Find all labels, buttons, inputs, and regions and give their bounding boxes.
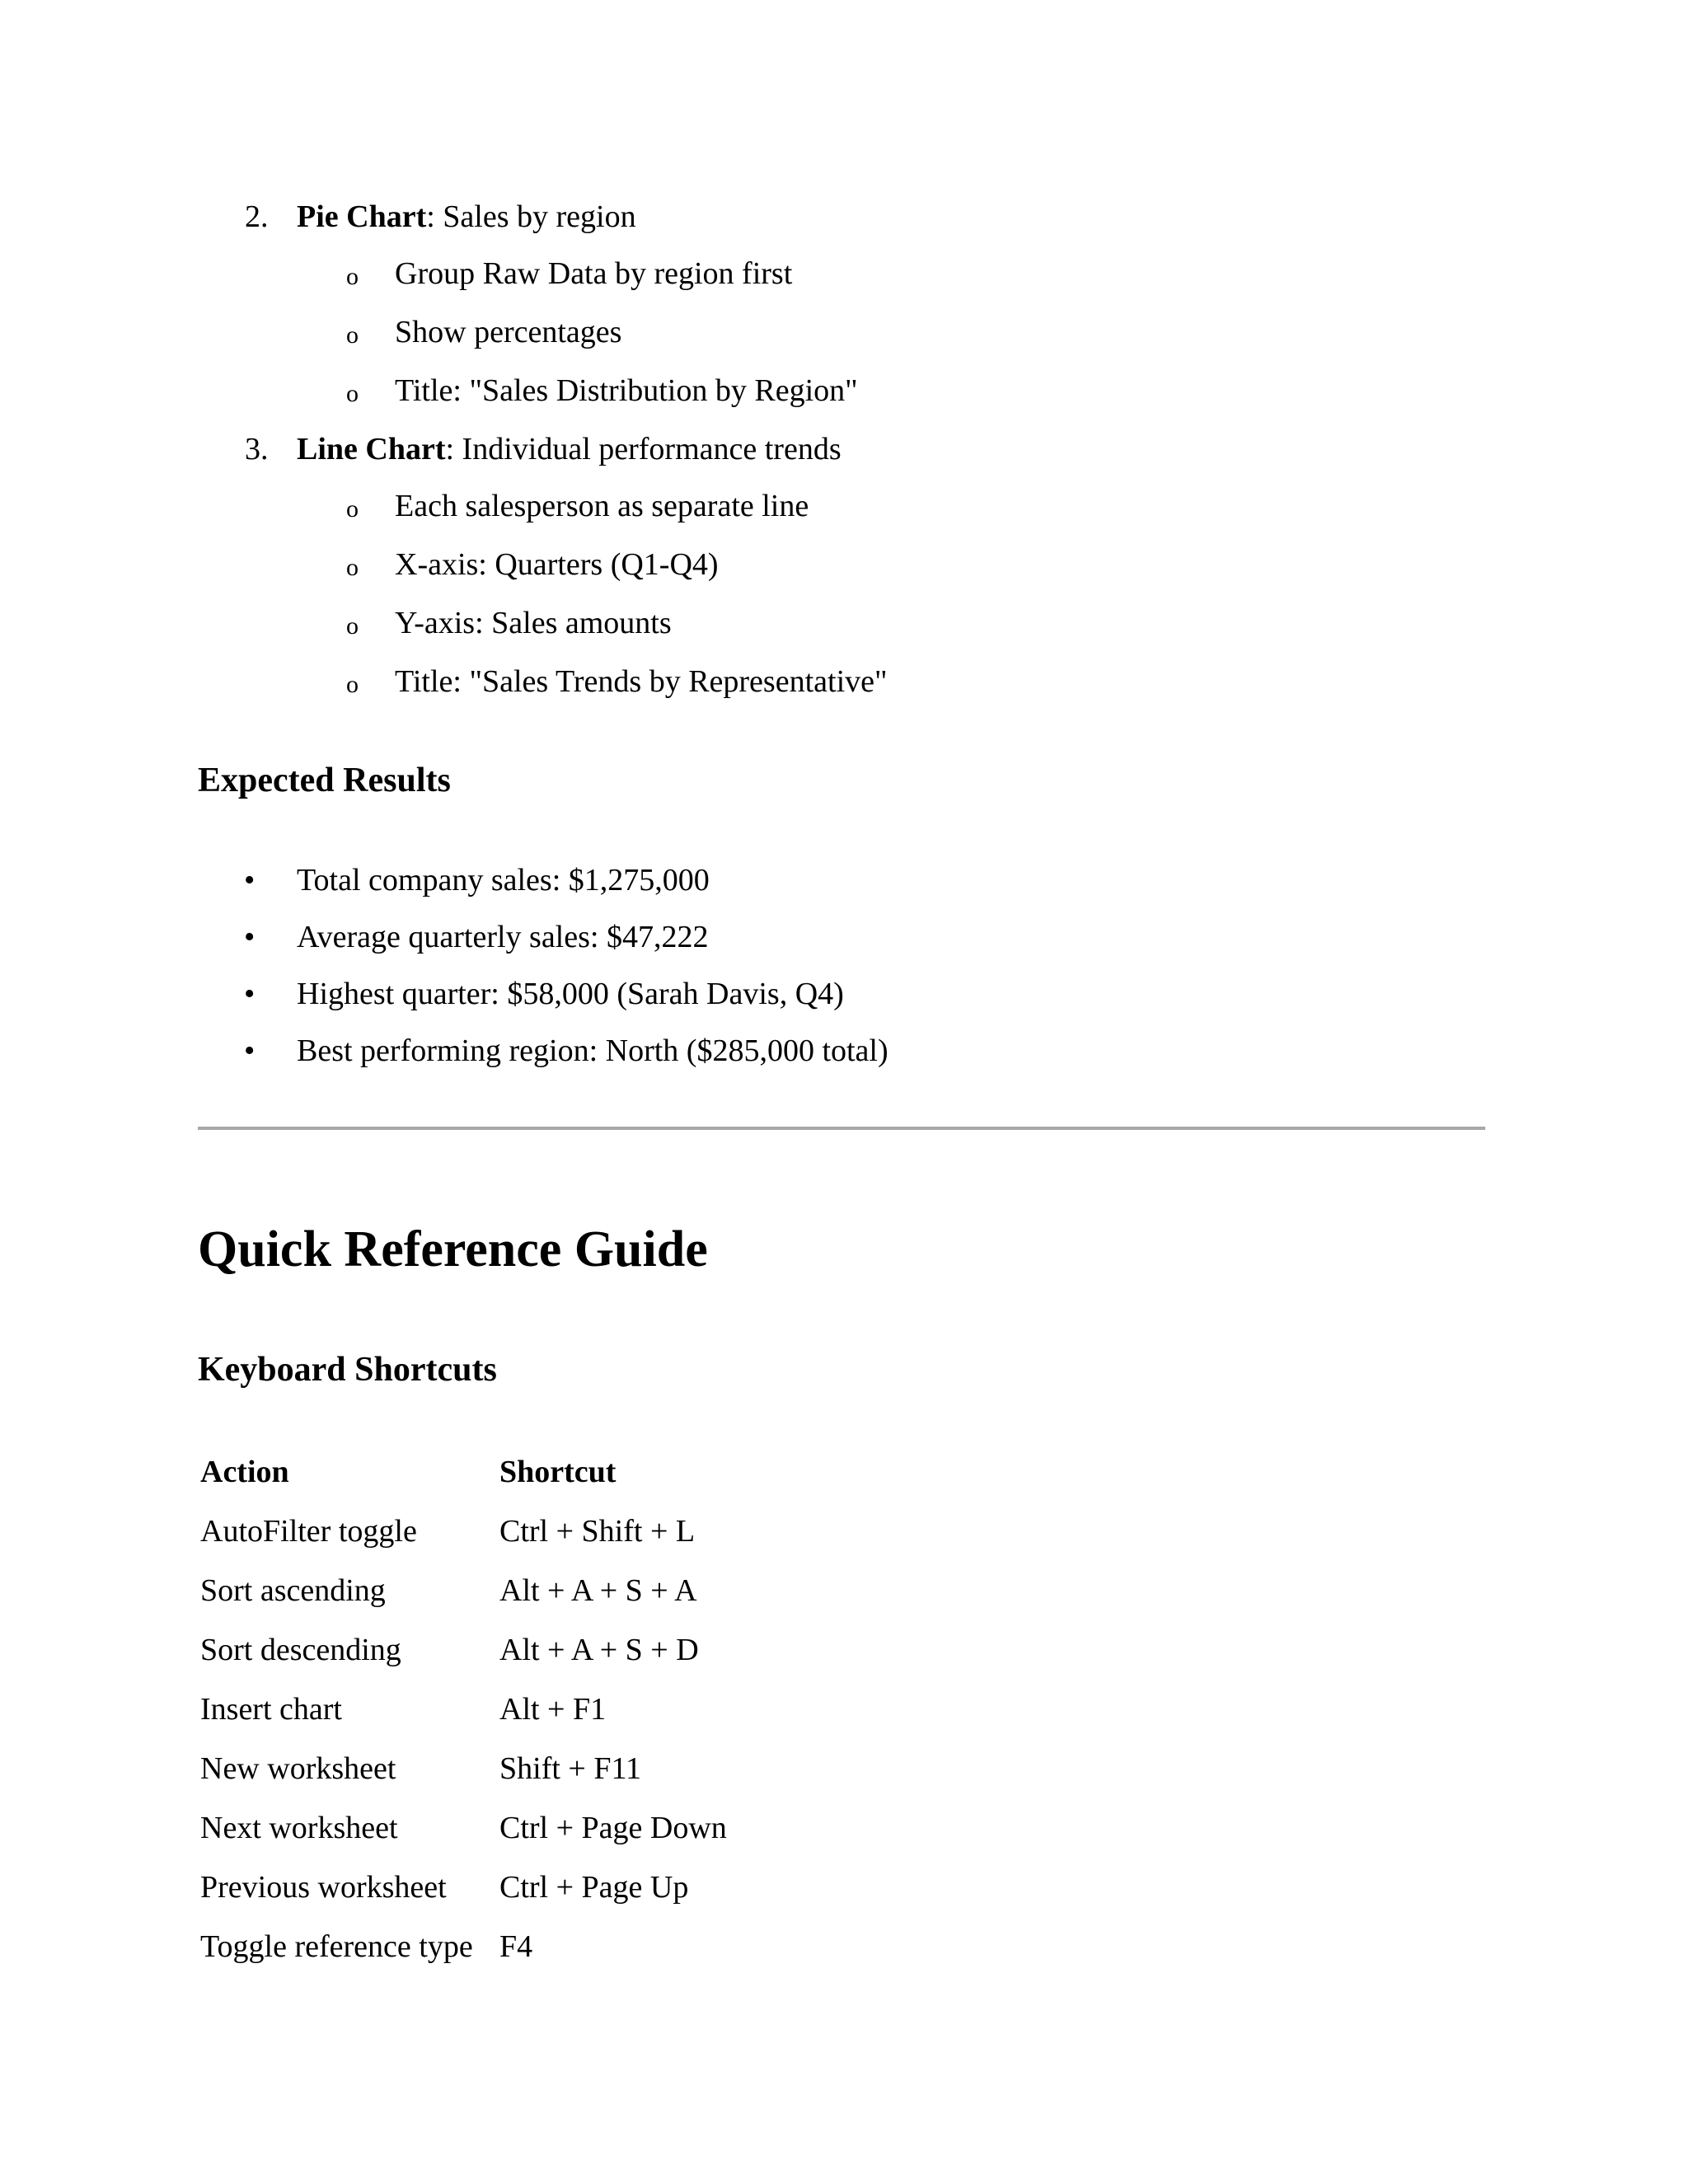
list-item-text <box>297 198 636 236</box>
list-item-title: Line Chart <box>297 432 446 466</box>
bullet-marker: • <box>244 977 256 1011</box>
sub-bullet-marker: o <box>346 671 359 698</box>
sub-list-item: Title: "Sales Distribution by Region" <box>395 373 858 408</box>
table-cell-action: Insert chart <box>200 1692 342 1727</box>
table-cell-action: AutoFilter toggle <box>200 1514 417 1549</box>
sub-bullet-marker: o <box>346 380 359 407</box>
list-item-text <box>297 430 842 468</box>
table-cell-shortcut: Ctrl + Shift + L <box>499 1514 696 1549</box>
sub-bullet-marker: o <box>346 321 359 349</box>
list-item: Average quarterly sales: $47,222 <box>297 920 709 954</box>
bullet-marker: • <box>244 920 256 954</box>
sub-list-item: Each salesperson as separate line <box>395 489 809 523</box>
sub-list-item: Show percentages <box>395 315 622 349</box>
table-cell-shortcut: Alt + A + S + A <box>499 1573 697 1608</box>
table-cell-shortcut: Shift + F11 <box>499 1751 642 1786</box>
table-cell-action: Sort ascending <box>200 1573 386 1608</box>
table-cell-shortcut: Alt + A + S + D <box>499 1633 699 1667</box>
sub-bullet-marker: o <box>346 554 359 581</box>
sub-bullet-marker: o <box>346 495 359 523</box>
list-item: Best performing region: North ($285,000 total) <box>297 1033 889 1068</box>
list-number: 2. <box>245 199 269 234</box>
table-cell-shortcut: Alt + F1 <box>499 1692 607 1727</box>
bullet-marker: • <box>244 1033 256 1068</box>
quick-reference-title: Quick Reference Guide <box>198 1221 708 1277</box>
sub-bullet-marker: o <box>346 263 359 290</box>
sub-list-item: X-axis: Quarters (Q1-Q4) <box>395 547 719 582</box>
table-cell-action: Toggle reference type <box>200 1929 473 1964</box>
table-cell-action: Previous worksheet <box>200 1870 447 1905</box>
table-cell-action: Next worksheet <box>200 1811 398 1845</box>
table-header-action: Action <box>200 1455 289 1489</box>
list-item: Highest quarter: $58,000 (Sarah Davis, Q4) <box>297 977 844 1011</box>
table-cell-shortcut: F4 <box>499 1929 533 1964</box>
list-item: Total company sales: $1,275,000 <box>297 863 710 898</box>
table-cell-shortcut: Ctrl + Page Up <box>499 1870 689 1905</box>
list-item-description: : Individual performance trends <box>445 432 842 466</box>
table-cell-action: New worksheet <box>200 1751 396 1786</box>
sub-list-item: Group Raw Data by region first <box>395 256 793 291</box>
keyboard-shortcuts-heading: Keyboard Shortcuts <box>198 1351 497 1389</box>
sub-list-item: Y-axis: Sales amounts <box>395 606 672 640</box>
table-cell-action: Sort descending <box>200 1633 401 1667</box>
sub-list-item: Title: "Sales Trends by Representative" <box>395 664 888 699</box>
table-header-shortcut: Shortcut <box>499 1455 617 1489</box>
table-cell-shortcut: Ctrl + Page Down <box>499 1811 727 1845</box>
list-item-title: Pie Chart <box>297 199 427 234</box>
expected-results-heading: Expected Results <box>198 762 451 799</box>
list-item-description: : Sales by region <box>426 199 636 234</box>
horizontal-divider <box>198 1127 1485 1130</box>
list-number: 3. <box>245 432 269 466</box>
bullet-marker: • <box>244 863 256 898</box>
sub-bullet-marker: o <box>346 612 359 640</box>
